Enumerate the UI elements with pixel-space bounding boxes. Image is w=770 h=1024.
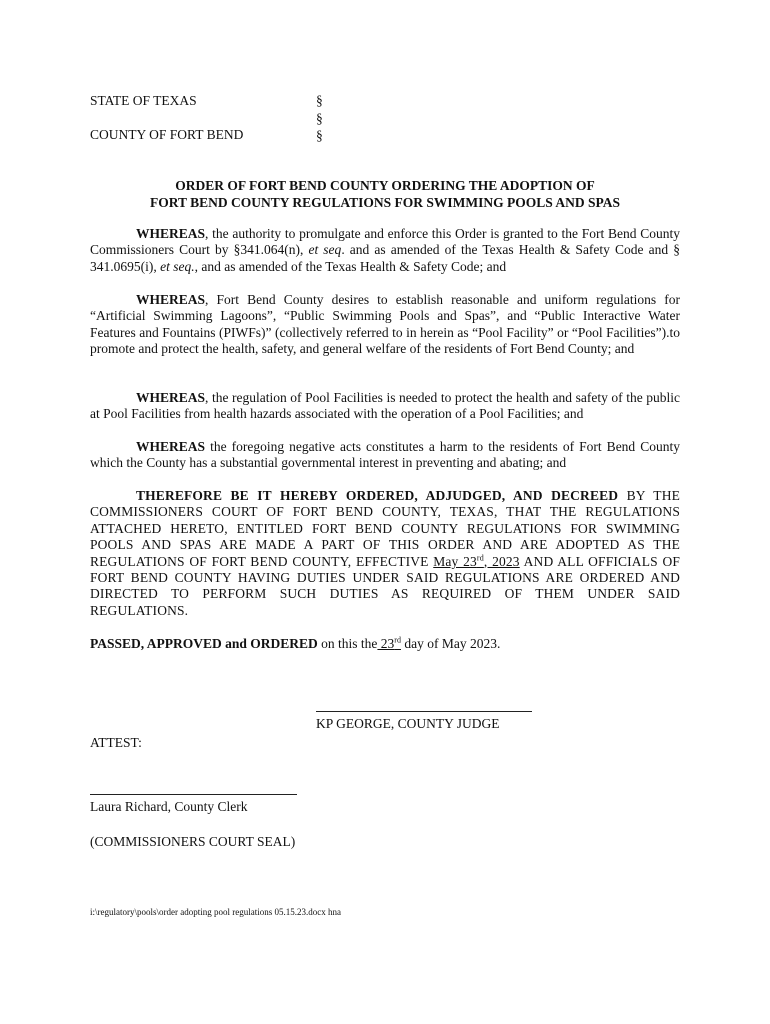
passed-line [90,636,500,652]
paragraph-text: on this the [317,636,378,651]
caption-state: STATE OF TEXAS [90,93,197,108]
italic-text: et seq. [160,258,195,274]
section-symbol: § [316,93,323,108]
whereas-lead: WHEREAS [136,226,206,241]
paragraph-text: the foregoing negative acts constitutes a harm to the residents of Fort Bend County which the County has a substantial governmental interest in preventing and abating; and [90,439,680,471]
paragraph-text: . and as amended of the Texas Health & Safety Code and § 341.0695(i), [90,242,680,274]
paragraph-text: day of May 2023. [400,636,501,651]
effective-date-suffix: rd [476,553,484,563]
paragraph-text: AND ALL OFFICIALS OF FORT BEND COUNTY HAVING DUTIES UNDER SAID REGULATIONS ARE ORDERED AND DIRECTED TO PERFORM SUCH DUTIES AS REQUIRED OF THEM UNDER SAID REGULATIONS. [90,553,680,618]
whereas-paragraph-2 [90,292,680,358]
order-title-line1: ORDER OF FORT BEND COUNTY ORDERING THE ADOPTION OF [175,178,595,193]
passed-day [377,636,401,651]
whereas-lead: WHEREAS [136,390,206,405]
paragraph-text: , the regulation of Pool Facilities is needed to protect the health and safety of the public at Pool Facilities from health hazards associated with the operation of a Pool Facilities; and [90,390,680,422]
effective-date-month: May 23 [433,553,477,569]
therefore-lead: THEREFORE BE IT HEREBY ORDERED, ADJUDGED, AND DECREED [136,488,619,503]
judge-signature-line [316,711,532,712]
order-title-line2: FORT BEND COUNTY REGULATIONS FOR SWIMMING POOLS AND SPAS [149,195,621,210]
paragraph-text: , the authority to promulgate and enforce this Order is granted to the Fort Bend County Commissioners Court by §341.064(n), [90,226,680,258]
court-seal-label: (COMMISSIONERS COURT SEAL) [90,834,296,849]
passed-day-suffix: rd [394,635,401,645]
section-symbol: § [316,128,323,143]
therefore-paragraph [90,488,680,619]
caption-county: COUNTY OF FORT BEND [90,127,244,142]
paragraph-text: , and as amended of the Texas Health & Safety Code; and [194,258,507,274]
whereas-lead: WHEREAS [136,292,206,307]
italic-text: et seq [308,242,342,258]
passed-lead: PASSED, APPROVED and ORDERED [90,636,318,651]
effective-date [433,554,519,569]
whereas-lead: WHEREAS [136,439,206,454]
attest-label: ATTEST: [90,735,142,750]
order-title [90,177,680,211]
file-path-footer: i:\regulatory\pools\order adopting pool regulations 05.15.23.docx hna [90,907,341,917]
judge-name: KP GEORGE, COUNTY JUDGE [316,716,500,731]
clerk-name: Laura Richard, County Clerk [90,799,248,814]
whereas-paragraph-1 [90,226,680,275]
effective-date-year: , 2023 [483,553,520,569]
paragraph-text: , Fort Bend County desires to establish reasonable and uniform regulations for “Artificial Swimming Lagoons”, “Public Swimming Pools and Spas”, and “Public Interactive Water Features and Fountains (PIWFs)” (collectively referred to in herein as “Pool Facility” or “Pool Facilities”).to promote and protect the health, safety, and general welfare of the residents of Fort Bend County; and [90,292,680,357]
whereas-paragraph-3 [90,390,680,423]
paragraph-text: BY THE COMMISSIONERS COURT OF FORT BEND COUNTY, TEXAS, THAT THE REGULATIONS ATTACHED HERETO, ENTITLED FORT BEND COUNTY REGULATIONS FOR SWIMMING POOLS AND SPAS ARE MADE A PART OF THIS ORDER AND ARE ADOPTED AS THE REGULATIONS OF FORT BEND COUNTY, EFFECTIVE [90,488,680,569]
passed-day-number: 23 [377,636,395,651]
section-symbol: § [316,111,323,126]
clerk-signature-line [90,794,297,795]
whereas-paragraph-4 [90,439,680,472]
